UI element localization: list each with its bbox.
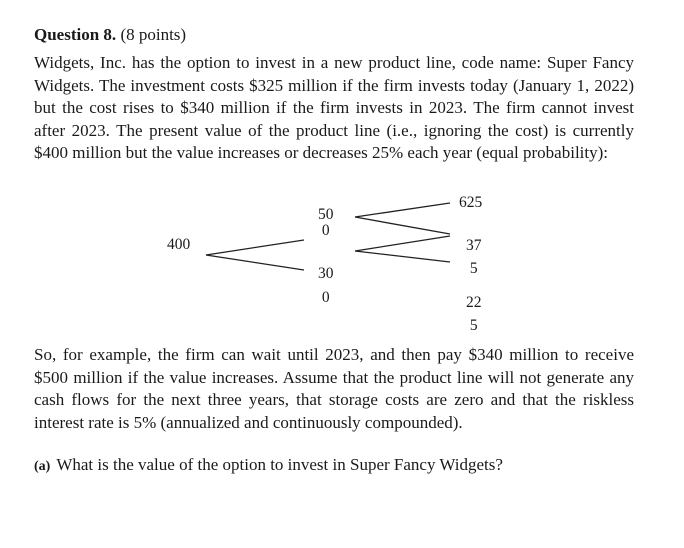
tree-node-upup: 625 — [459, 194, 483, 211]
branch-root-up — [206, 240, 304, 255]
branch-up-updown — [355, 217, 450, 234]
tree-node-up-digits-2: 0 — [321, 222, 330, 239]
question-part-a — [34, 455, 503, 475]
question-title: Question 8. — [34, 25, 117, 44]
tree-node-root: 400 — [167, 236, 191, 253]
tree-node-up — [318, 207, 334, 239]
part-a-label: (a) — [34, 459, 51, 474]
tree-node-down-digits-2: 0 — [321, 289, 330, 306]
tree-node-updown — [466, 234, 482, 280]
tree-node-downdown-digits-1: 22 — [466, 294, 482, 311]
tree-node-downdown — [466, 291, 482, 337]
question-paragraph-1: Widgets, Inc. has the option to invest in a new product line, code name: Super Fancy Widgets. The investment costs $325 million if the firm invests today (January 1, 2022) but the cost rises to $340 million if the firm invests in 2023. The firm cannot invest after 2023. The present value of the product line (i.e., ignoring the cost) is currently $400 million but the value increases or decreases 25% each year (equal probability): — [34, 53, 634, 163]
branch-down-updown — [355, 236, 450, 251]
question-paragraph-2: So, for example, the firm can wait until 2023, and then pay $340 million to receive $500 million if the value increases. Assume that the product line will not generate any cash flows for the next three years, that storage costs are zero and that the riskless interest rate is 5% (annualized and continuously compounded). — [34, 345, 634, 432]
tree-node-downdown-digits-2: 5 — [469, 317, 478, 334]
tree-node-updown-digits-2: 5 — [469, 260, 478, 277]
tree-node-down-digits-1: 30 — [318, 265, 334, 282]
branch-down-downdown — [355, 251, 450, 262]
question-points: (8 points) — [120, 25, 187, 44]
branch-root-down — [206, 255, 304, 270]
tree-node-updown-digits-1: 37 — [466, 237, 482, 254]
tree-node-up-digits-1: 50 — [318, 206, 334, 223]
part-a-text: What is the value of the option to invest in Super Fancy Widgets? — [56, 455, 503, 474]
tree-node-down — [318, 262, 334, 310]
branch-up-upup — [355, 203, 450, 217]
